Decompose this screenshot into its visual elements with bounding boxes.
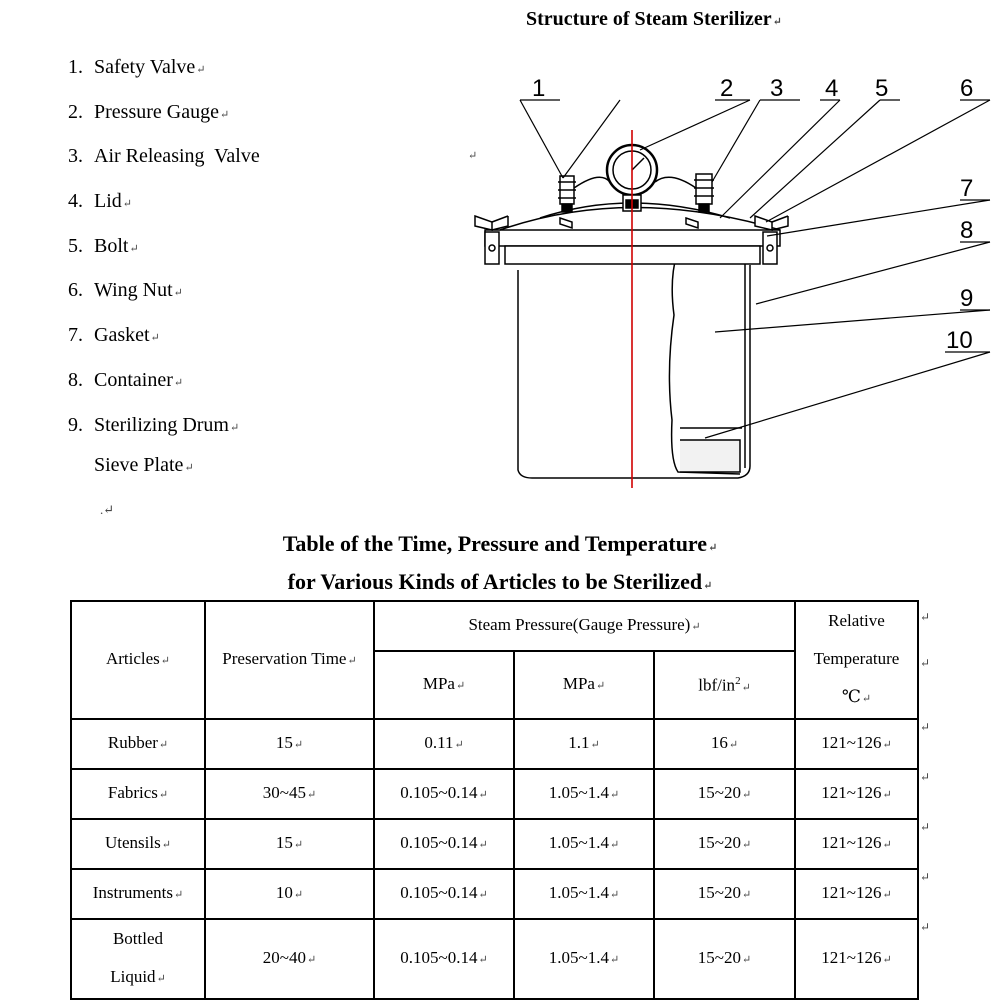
part-label: Lid (94, 190, 122, 213)
cell-text: 30~45 (262, 783, 306, 802)
cell-mark-icon: ↵ (161, 839, 171, 851)
cell-mark-icon: ↵ (306, 954, 317, 966)
part-label: Sterilizing Drum (94, 413, 229, 436)
callout-2: 2 (720, 75, 734, 102)
leader-lines (520, 100, 990, 438)
part-number: 9. (68, 413, 83, 436)
paragraph-mark-icon: ↵ (173, 287, 183, 300)
cell-text: Utensils (105, 833, 161, 852)
header-row (71, 601, 918, 651)
cell-text: 15 (275, 833, 293, 852)
part-number: 3. (68, 145, 83, 168)
row-end-mark-icon: ↵ (920, 770, 931, 784)
sieve-plate-label (94, 454, 194, 477)
cell-mpa-1 (374, 819, 514, 869)
row-end-mark-icon: ↵ (920, 920, 931, 934)
cell-mpa-2 (514, 919, 654, 999)
cell-mark-icon: ↵ (741, 889, 752, 901)
cell-mpa-1 (374, 769, 514, 819)
paragraph-mark-icon: ↵ (703, 580, 713, 592)
cell-mpa-1 (374, 869, 514, 919)
part-label: Air Releasing Valve (94, 145, 260, 168)
cell-mark-icon: ↵ (728, 739, 739, 751)
cell-text: 1.05~1.4 (548, 883, 609, 902)
cell-mark-icon: ↵ (861, 693, 872, 705)
part-number: 8. (68, 368, 83, 391)
cell-mpa-2 (514, 819, 654, 869)
paragraph-mark-icon: ↵ (772, 16, 782, 28)
paragraph-mark-icon: ↵ (150, 332, 160, 345)
paragraph-mark-icon: ↵ (173, 376, 184, 389)
part-number: 5. (68, 234, 83, 257)
safety-valve-shape (558, 176, 576, 212)
cell-text: 0.105~0.14 (400, 833, 478, 852)
table-title-text: for Various Kinds of Articles to be Sterilized (287, 569, 703, 594)
cell-text: 15~20 (697, 948, 741, 967)
cell-mark-icon: ↵ (478, 839, 488, 851)
part-item-3 (68, 141, 478, 186)
cell-text: Fabrics (107, 783, 158, 802)
header-text: Preservation Time (222, 649, 347, 668)
parts-list (68, 52, 478, 454)
cell-text: Liquid (110, 967, 156, 986)
header-relative-temperature (795, 601, 918, 719)
cell-mark-icon: ↵ (741, 954, 752, 966)
cell-text: 20~40 (262, 948, 306, 967)
cell-mpa-2 (514, 769, 654, 819)
cell-mark-icon: ↵ (882, 739, 892, 751)
cell-mark-icon: ↵ (741, 839, 752, 851)
sieve-plate-text: Sieve Plate (94, 454, 184, 476)
header-text: MPa (562, 673, 595, 693)
header-steam-pressure (374, 601, 795, 651)
dot-text: . (100, 502, 104, 517)
cell-lbf (654, 869, 795, 919)
part-item-7 (68, 320, 260, 365)
empty-paragraph (100, 502, 114, 518)
paragraph-mark-icon: ↵ (708, 542, 718, 554)
callout-10: 10 (946, 327, 973, 354)
cell-mark-icon: ↵ (293, 839, 304, 851)
cell-mark-icon: ↵ (741, 682, 751, 695)
part-item-4 (68, 186, 260, 231)
cell-mark-icon: ↵ (455, 679, 466, 692)
callout-9: 9 (960, 285, 974, 312)
callout-8: 8 (960, 217, 974, 244)
cell-mark-icon: ↵ (158, 739, 169, 751)
cell-text: Rubber (107, 733, 158, 752)
part-number: 4. (68, 190, 83, 213)
cell-mark-icon: ↵ (609, 954, 620, 966)
cell-lbf (654, 919, 795, 999)
cell-time (205, 919, 374, 999)
cell-text: 1.05~1.4 (548, 783, 609, 802)
cell-time (205, 819, 374, 869)
cell-mark-icon: ↵ (160, 655, 171, 667)
header-text: Temperature (813, 649, 900, 668)
header-text: lbf/in (698, 676, 736, 696)
cell-temp (795, 919, 918, 999)
cell-text: 15~20 (697, 783, 741, 802)
cell-lbf (654, 769, 795, 819)
table-title-line2 (0, 569, 1000, 595)
cell-article (71, 719, 205, 769)
header-preservation-time (205, 601, 374, 719)
header-text: MPa (422, 673, 455, 693)
part-item-8 (68, 365, 260, 410)
cell-mark-icon: ↵ (174, 889, 184, 901)
cell-temp (795, 719, 918, 769)
header-articles (71, 601, 205, 719)
header-mpa-2 (514, 651, 654, 719)
row-end-mark-icon: ↵ (920, 610, 931, 624)
part-number: 2. (68, 100, 83, 123)
cell-temp (795, 769, 918, 819)
cell-time (205, 719, 374, 769)
cell-mark-icon: ↵ (882, 789, 892, 801)
cell-mark-icon: ↵ (158, 789, 169, 801)
table-row (71, 869, 918, 919)
cell-text: 15~20 (697, 883, 741, 902)
cell-text: Instruments (92, 883, 174, 902)
cell-text: 10 (275, 883, 293, 902)
cell-mark-icon: ↵ (478, 954, 488, 966)
row-end-mark-icon: ↵ (920, 870, 931, 884)
part-item-1 (68, 52, 260, 97)
cell-mark-icon: ↵ (306, 789, 317, 801)
cell-mark-icon: ↵ (882, 954, 892, 966)
paragraph-mark-icon: ↵ (196, 64, 206, 76)
table-title-text: Table of the Time, Pressure and Temperature (282, 531, 708, 556)
part-label: Safety Valve (94, 56, 196, 78)
row-end-mark-icon: ↵ (920, 656, 931, 670)
table-row (71, 769, 918, 819)
callout-4: 4 (825, 75, 839, 102)
table-row (71, 719, 918, 769)
paragraph-mark-icon: ↵ (468, 150, 478, 163)
cell-mark-icon: ↵ (590, 739, 600, 751)
callout-3: 3 (770, 75, 784, 102)
cell-time (205, 769, 374, 819)
cell-mpa-2 (514, 719, 654, 769)
cell-article (71, 869, 205, 919)
header-mpa-1 (374, 651, 514, 719)
cell-mark-icon: ↵ (691, 620, 701, 633)
paragraph-mark-icon: ↵ (219, 108, 230, 121)
cell-text: 0.105~0.14 (400, 783, 478, 802)
cell-text: 16 (710, 733, 728, 752)
part-item-2 (68, 97, 260, 142)
cell-mark-icon: ↵ (741, 789, 752, 801)
diagram-title (526, 8, 782, 31)
cell-text: 1.05~1.4 (548, 948, 609, 967)
cell-mark-icon: ↵ (882, 889, 892, 901)
part-label: Bolt (94, 234, 129, 257)
header-lbf (654, 651, 795, 719)
cell-article (71, 819, 205, 869)
header-text: ℃ (841, 687, 861, 706)
callout-5: 5 (875, 75, 889, 102)
callout-6: 6 (960, 75, 974, 102)
cell-article (71, 769, 205, 819)
cell-text: 15~20 (697, 833, 741, 852)
cell-mark-icon: ↵ (478, 889, 488, 901)
part-label: Gasket (94, 324, 150, 347)
cell-text: 1.1 (568, 733, 590, 752)
header-text: Relative (828, 611, 885, 630)
cell-mark-icon: ↵ (454, 739, 464, 751)
cell-mpa-1 (374, 919, 514, 999)
cell-text: 15 (275, 733, 293, 752)
part-item-5 (68, 231, 260, 276)
cell-mpa-1 (374, 719, 514, 769)
part-item-9 (68, 410, 260, 455)
part-number: 1. (68, 56, 83, 78)
cell-mark-icon: ↵ (609, 789, 620, 801)
row-end-mark-icon: ↵ (920, 820, 931, 834)
cell-mark-icon: ↵ (478, 789, 488, 801)
cell-mark-icon: ↵ (595, 679, 606, 692)
cell-mark-icon: ↵ (156, 973, 166, 985)
cell-mpa-2 (514, 869, 654, 919)
table-title-line1 (0, 531, 1000, 557)
header-superscript: 2 (735, 675, 741, 688)
table-row (71, 919, 918, 999)
part-number: 6. (68, 279, 83, 302)
cell-text: 0.11 (424, 733, 454, 752)
container-shape (518, 240, 750, 478)
paragraph-mark-icon: ↵ (103, 502, 115, 517)
table-row (71, 819, 918, 869)
cell-text: 0.105~0.14 (400, 883, 478, 902)
cell-mark-icon: ↵ (347, 655, 357, 667)
cell-temp (795, 869, 918, 919)
cell-mark-icon: ↵ (293, 739, 304, 751)
callout-numbers (532, 75, 973, 354)
cell-text: 121~126 (821, 733, 882, 752)
paragraph-mark-icon: ↵ (184, 462, 194, 474)
cell-text: 121~126 (821, 783, 882, 802)
paragraph-mark-icon: ↵ (229, 421, 240, 434)
sterilization-table (70, 600, 919, 1000)
header-text: Articles (105, 649, 160, 668)
cell-mark-icon: ↵ (882, 839, 892, 851)
cell-mark-icon: ↵ (609, 889, 620, 901)
cell-mark-icon: ↵ (293, 889, 304, 901)
paragraph-mark-icon: ↵ (129, 242, 139, 255)
cell-mark-icon: ↵ (609, 839, 620, 851)
part-label: Wing Nut (94, 279, 173, 302)
part-label: Pressure Gauge (94, 100, 219, 123)
callout-7: 7 (960, 175, 974, 202)
cell-text: Bottled (112, 929, 164, 948)
cell-time (205, 869, 374, 919)
cell-text: 121~126 (821, 883, 882, 902)
steam-sterilizer-diagram (460, 70, 1000, 495)
diagram-title-text: Structure of Steam Sterilizer (526, 8, 772, 30)
callout-1: 1 (532, 75, 546, 102)
cell-text: 121~126 (821, 833, 882, 852)
paragraph-mark-icon: ↵ (122, 198, 132, 211)
part-item-6 (68, 275, 260, 320)
row-end-mark-icon: ↵ (920, 720, 931, 734)
cell-text: 1.05~1.4 (548, 833, 609, 852)
header-text: Steam Pressure(Gauge Pressure) (468, 614, 691, 634)
part-number: 7. (68, 324, 83, 347)
cell-text: 121~126 (821, 948, 882, 967)
air-releasing-valve-shape (694, 174, 714, 212)
cell-article (71, 919, 205, 999)
cell-text: 0.105~0.14 (400, 948, 478, 967)
part-label: Container (94, 368, 173, 391)
cell-lbf (654, 719, 795, 769)
cell-temp (795, 819, 918, 869)
cell-lbf (654, 819, 795, 869)
